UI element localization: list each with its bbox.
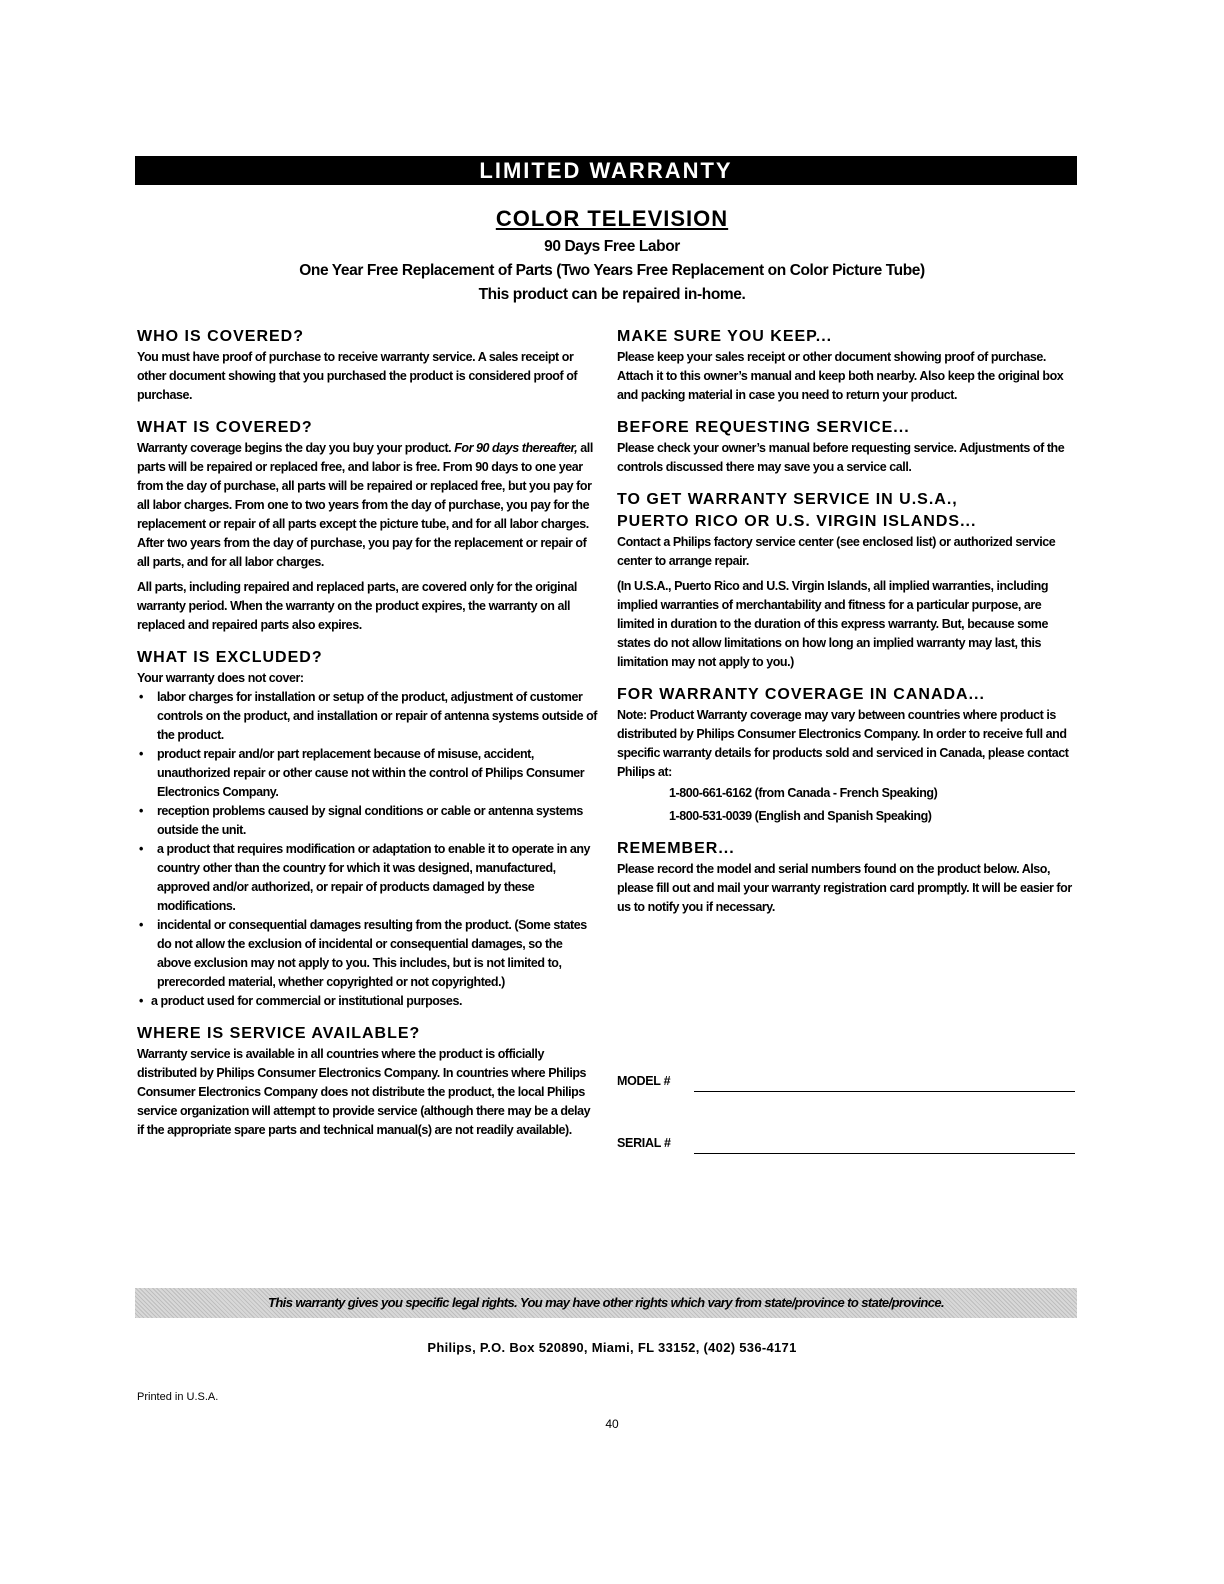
right-column <box>617 326 1075 929</box>
before-requesting-service-text: Please check your owner’s manual before requesting service. Adjustments of the controls discussed there may save you a service call. <box>617 441 1065 474</box>
subtitle-in-home: This product can be repaired in-home. <box>478 286 746 303</box>
canada-coverage-heading: FOR WARRANTY COVERAGE IN CANADA... <box>617 686 985 703</box>
us-warranty-contact-text: Contact a Philips factory service center (see enclosed list) or authorized service center to arrange repair. <box>617 535 1056 568</box>
page-number: 40 <box>605 1417 619 1431</box>
what-is-covered-italic: For 90 days thereafter, <box>454 441 578 455</box>
who-is-covered-text: You must have proof of purchase to receive warranty service. A sales receipt or other document showing that you purchased the product is considered proof of purchase. <box>137 350 578 402</box>
us-implied-warranties-text: (In U.S.A., Puerto Rico and U.S. Virgin Islands, all implied warranties, including implied warranties of merchantability and fitness for a particular purpose, are limited in duration to the duration of this express warranty. But, because some states do not allow limitations on how long an implied warranty may last, this limitation may not apply to you.) <box>617 579 1049 669</box>
canada-coverage-text: Note: Product Warranty coverage may vary between countries where product is distributed by Philips Consumer Electronics Company. In order to receive full and specific warranty details for products sold and serviced in Canada, please contact Philips at: <box>617 708 1069 779</box>
where-is-service-heading: WHERE IS SERVICE AVAILABLE? <box>137 1025 421 1042</box>
subtitle-parts: One Year Free Replacement of Parts (Two Years Free Replacement on Color Picture Tube) <box>299 262 925 279</box>
excluded-item: • reception problems caused by signal conditions or cable or antenna systems outside the unit. <box>137 802 597 840</box>
excluded-list <box>137 688 597 1011</box>
us-warranty-heading-line-1: TO GET WARRANTY SERVICE IN U.S.A., <box>617 491 958 508</box>
excluded-item: • a product used for commercial or institutional purposes. <box>137 992 597 1011</box>
what-is-covered-heading: WHAT IS COVERED? <box>137 419 313 436</box>
excluded-item: • product repair and/or part replacement because of misuse, accident, unauthorized repair or other cause not within the control of Philips Consumer Electronics Company. <box>137 745 597 802</box>
excluded-intro: Your warranty does not cover: <box>137 671 304 685</box>
make-sure-you-keep-text: Please keep your sales receipt or other document showing proof of purchase. Attach it to this owner’s manual and keep both nearby. Also keep the original box and packing material in case you need to return your product. <box>617 350 1064 402</box>
serial-number-field[interactable] <box>617 1136 1077 1158</box>
remember-heading: REMEMBER... <box>617 840 735 857</box>
what-is-excluded-heading: WHAT IS EXCLUDED? <box>137 649 323 666</box>
where-is-service-section <box>137 1023 597 1140</box>
limited-warranty-banner: LIMITED WARRANTY <box>135 156 1077 185</box>
model-number-label: MODEL # <box>617 1074 671 1088</box>
product-title: COLOR TELEVISION <box>495 206 729 231</box>
who-is-covered-section <box>137 326 597 405</box>
serial-number-label: SERIAL # <box>617 1136 671 1150</box>
what-is-excluded-section <box>137 647 597 1011</box>
what-is-covered-text-end: all parts will be repaired or replaced free, and labor is free. From 90 days to one year from the day of purchase, all parts will be repaired or replaced free, but you pay for all labor charges. From one to two years from the day of purchase, you pay for the replacement or repair of all parts except the picture tube, and for all labor charges. After two years from the day of purchase, you pay for the replacement or repair of all parts, and for all labor charges. <box>137 441 593 569</box>
excluded-item: • incidental or consequential damages resulting from the product. (Some states do not allow the exclusion of incidental or consequential damages, so the above exclusion may not apply to you. This includes, but is not limited to, prerecorded material, whether copyrighted or not copyrighted.) <box>137 916 597 992</box>
excluded-item: • a product that requires modification or adaptation to enable it to operate in any country other than the country for which it was designed, manufactured, approved and/or authorized, or repair of products damaged by these modifications. <box>137 840 597 916</box>
legal-rights-notice: This warranty gives you specific legal rights. You may have other rights which vary from state/province to state/province. <box>135 1288 1077 1318</box>
subtitle-labor: 90 Days Free Labor <box>544 238 680 255</box>
who-is-covered-heading: WHO IS COVERED? <box>137 328 305 345</box>
before-requesting-service-section <box>617 417 1075 477</box>
what-is-covered-text-start: Warranty coverage begins the day you buy your product. <box>137 441 455 455</box>
remember-section <box>617 838 1075 917</box>
left-column <box>137 326 597 1152</box>
remember-text: Please record the model and serial numbers found on the product below. Also, please fill out and mail your warranty registration card promptly. It will be easier for us to notify you if necessary. <box>617 862 1072 914</box>
us-warranty-service-section <box>617 489 1075 672</box>
model-number-field[interactable] <box>617 1074 1077 1096</box>
model-number-line <box>694 1091 1075 1092</box>
canada-coverage-section <box>617 684 1075 826</box>
make-sure-you-keep-section <box>617 326 1075 405</box>
where-is-service-text: Warranty service is available in all countries where the product is officially distributed by Philips Consumer Electronics Company. In countries where Philips Consumer Electronics Company does not distribute the product, the local Philips service organization will attempt to provide service (although there may be a delay if the appropriate spare parts and technical manual(s) are not readily available). <box>137 1047 591 1137</box>
philips-address: Philips, P.O. Box 520890, Miami, FL 33152, (402) 536-4171 <box>427 1340 797 1355</box>
what-is-covered-section <box>137 417 597 635</box>
canada-phone-french: 1-800-661-6162 (from Canada - French Speaking) <box>669 786 938 800</box>
serial-number-line <box>694 1153 1075 1154</box>
excluded-item: • labor charges for installation or setup of the product, adjustment of customer controls on the product, and installation or repair of antenna systems outside of the product. <box>137 688 597 745</box>
printed-in-usa: Printed in U.S.A. <box>137 1391 219 1403</box>
canada-phone-english-spanish: 1-800-531-0039 (English and Spanish Speaking) <box>669 809 932 823</box>
before-requesting-service-heading: BEFORE REQUESTING SERVICE... <box>617 419 910 436</box>
make-sure-you-keep-heading: MAKE SURE YOU KEEP... <box>617 328 833 345</box>
us-warranty-heading-line-2: PUERTO RICO OR U.S. VIRGIN ISLANDS... <box>617 513 977 530</box>
what-is-covered-paragraph-2: All parts, including repaired and replaced parts, are covered only for the original warranty period. When the warranty on the product expires, the warranty on all replaced and repaired parts also expires. <box>137 580 577 632</box>
what-is-covered-paragraph-1 <box>137 439 597 572</box>
